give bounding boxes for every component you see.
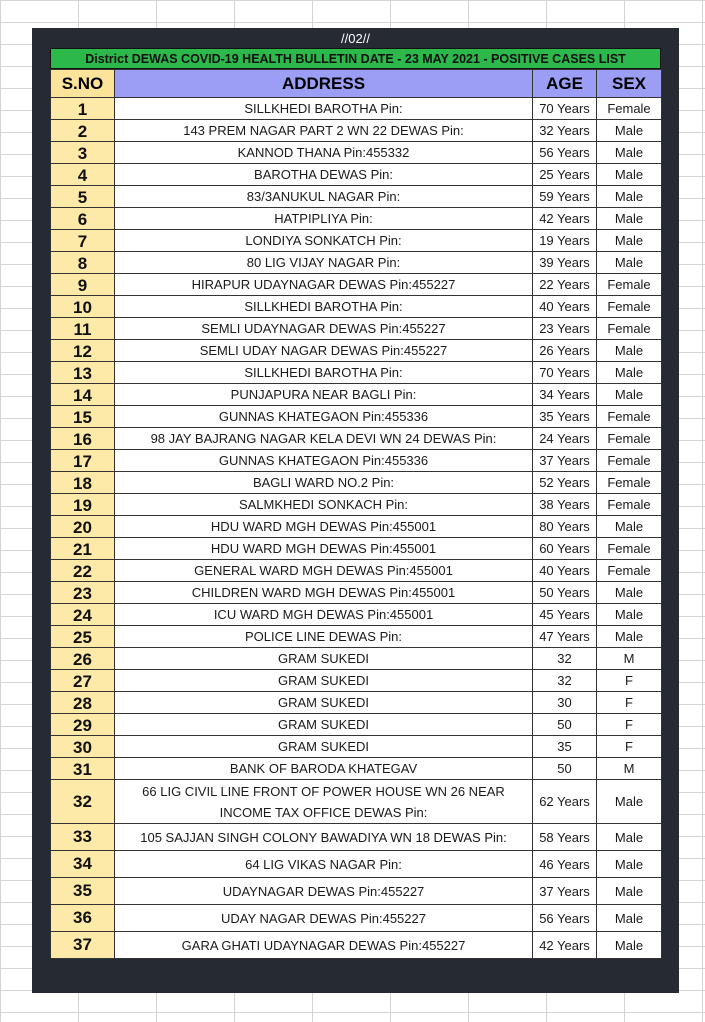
cell-sno: 24: [51, 604, 115, 626]
cell-age: 70 Years: [533, 362, 597, 384]
cell-sex: Male: [597, 604, 662, 626]
cell-sex: M: [597, 648, 662, 670]
table-row: [51, 120, 662, 142]
cell-sno: 20: [51, 516, 115, 538]
cell-address: GRAM SUKEDI: [115, 670, 533, 692]
cell-address: GUNNAS KHATEGAON Pin:455336: [115, 406, 533, 428]
cell-address: UDAYNAGAR DEWAS Pin:455227: [115, 878, 533, 905]
cell-address: CHILDREN WARD MGH DEWAS Pin:455001: [115, 582, 533, 604]
cell-age: 39 Years: [533, 252, 597, 274]
cell-address: HIRAPUR UDAYNAGAR DEWAS Pin:455227: [115, 274, 533, 296]
cell-sno: 3: [51, 142, 115, 164]
cell-address: SEMLI UDAY NAGAR DEWAS Pin:455227: [115, 340, 533, 362]
cell-sex: Male: [597, 186, 662, 208]
cell-address: SILLKHEDI BAROTHA Pin:: [115, 98, 533, 120]
cell-address: GUNNAS KHATEGAON Pin:455336: [115, 450, 533, 472]
cell-sno: 30: [51, 736, 115, 758]
cell-age: 42 Years: [533, 932, 597, 959]
cell-address: GRAM SUKEDI: [115, 648, 533, 670]
cell-sex: Female: [597, 494, 662, 516]
cell-sno: 28: [51, 692, 115, 714]
table-row: [51, 824, 662, 851]
cell-sno: 33: [51, 824, 115, 851]
cell-address: SEMLI UDAYNAGAR DEWAS Pin:455227: [115, 318, 533, 340]
table-row: [51, 252, 662, 274]
cell-sex: Male: [597, 252, 662, 274]
table-row: [51, 472, 662, 494]
cell-sno: 6: [51, 208, 115, 230]
cell-age: 37 Years: [533, 450, 597, 472]
cell-address: 80 LIG VIJAY NAGAR Pin:: [115, 252, 533, 274]
cell-age: 35: [533, 736, 597, 758]
cell-sex: Male: [597, 120, 662, 142]
cell-address: BANK OF BARODA KHATEGAV: [115, 758, 533, 780]
cell-sex: Male: [597, 516, 662, 538]
column-header-address: ADDRESS: [115, 70, 533, 98]
cell-age: 45 Years: [533, 604, 597, 626]
cell-age: 52 Years: [533, 472, 597, 494]
cell-age: 56 Years: [533, 142, 597, 164]
cell-sno: 22: [51, 560, 115, 582]
cell-address: 98 JAY BAJRANG NAGAR KELA DEVI WN 24 DEWAS Pin:: [115, 428, 533, 450]
table-row: [51, 406, 662, 428]
cell-address: BAROTHA DEWAS Pin:: [115, 164, 533, 186]
cell-sno: 32: [51, 780, 115, 824]
table-row: [51, 648, 662, 670]
table-row: [51, 362, 662, 384]
cell-age: 32: [533, 648, 597, 670]
cell-sno: 18: [51, 472, 115, 494]
cell-sex: Male: [597, 780, 662, 824]
cell-age: 80 Years: [533, 516, 597, 538]
cell-age: 25 Years: [533, 164, 597, 186]
cell-sex: Female: [597, 274, 662, 296]
table-row: [51, 384, 662, 406]
table-row: [51, 538, 662, 560]
cell-sex: Male: [597, 905, 662, 932]
cell-age: 46 Years: [533, 851, 597, 878]
table-row: [51, 851, 662, 878]
cell-sex: Male: [597, 384, 662, 406]
bulletin-sheet: [32, 28, 679, 993]
cell-address: 143 PREM NAGAR PART 2 WN 22 DEWAS Pin:: [115, 120, 533, 142]
positive-cases-table: [50, 69, 662, 959]
table-row: [51, 230, 662, 252]
cell-sno: 10: [51, 296, 115, 318]
cell-sno: 27: [51, 670, 115, 692]
table-row: [51, 604, 662, 626]
cell-sno: 25: [51, 626, 115, 648]
cell-sex: Female: [597, 450, 662, 472]
cell-age: 62 Years: [533, 780, 597, 824]
table-row: [51, 736, 662, 758]
cell-sno: 35: [51, 878, 115, 905]
cell-sno: 11: [51, 318, 115, 340]
cell-age: 50: [533, 714, 597, 736]
cell-sno: 1: [51, 98, 115, 120]
table-row: [51, 98, 662, 120]
cell-address: BAGLI WARD NO.2 Pin:: [115, 472, 533, 494]
cell-sno: 2: [51, 120, 115, 142]
cell-address: POLICE LINE DEWAS Pin:: [115, 626, 533, 648]
cell-sex: Male: [597, 851, 662, 878]
cell-sex: Female: [597, 472, 662, 494]
cell-address: SILLKHEDI BAROTHA Pin:: [115, 296, 533, 318]
cell-age: 40 Years: [533, 296, 597, 318]
cell-sno: 12: [51, 340, 115, 362]
cell-sex: Female: [597, 538, 662, 560]
cell-address: GARA GHATI UDAYNAGAR DEWAS Pin:455227: [115, 932, 533, 959]
table-row: [51, 274, 662, 296]
cell-address: ICU WARD MGH DEWAS Pin:455001: [115, 604, 533, 626]
cell-age: 47 Years: [533, 626, 597, 648]
cell-sex: Male: [597, 340, 662, 362]
table-row: [51, 626, 662, 648]
cell-sex: Male: [597, 230, 662, 252]
cell-age: 30: [533, 692, 597, 714]
table-row: [51, 932, 662, 959]
cell-age: 37 Years: [533, 878, 597, 905]
cell-sex: Male: [597, 362, 662, 384]
cell-age: 56 Years: [533, 905, 597, 932]
table-row: [51, 450, 662, 472]
cell-sex: Male: [597, 626, 662, 648]
cell-sno: 7: [51, 230, 115, 252]
cell-age: 50: [533, 758, 597, 780]
cell-sex: Male: [597, 164, 662, 186]
cell-sex: Male: [597, 142, 662, 164]
table-row: [51, 340, 662, 362]
table-row: [51, 692, 662, 714]
cell-address: 83/3ANUKUL NAGAR Pin:: [115, 186, 533, 208]
column-header-sex: SEX: [597, 70, 662, 98]
cell-sno: 21: [51, 538, 115, 560]
cell-sex: Male: [597, 208, 662, 230]
table-row: [51, 494, 662, 516]
cell-address: GENERAL WARD MGH DEWAS Pin:455001: [115, 560, 533, 582]
cell-sno: 13: [51, 362, 115, 384]
cell-sno: 5: [51, 186, 115, 208]
cell-address: LONDIYA SONKATCH Pin:: [115, 230, 533, 252]
cell-sno: 31: [51, 758, 115, 780]
cell-age: 40 Years: [533, 560, 597, 582]
cell-age: 32 Years: [533, 120, 597, 142]
cell-age: 23 Years: [533, 318, 597, 340]
cell-sex: F: [597, 692, 662, 714]
cell-sex: F: [597, 670, 662, 692]
cell-age: 60 Years: [533, 538, 597, 560]
table-row: [51, 758, 662, 780]
cell-sno: 29: [51, 714, 115, 736]
table-row: [51, 296, 662, 318]
table-row: [51, 142, 662, 164]
cell-age: 35 Years: [533, 406, 597, 428]
cell-age: 22 Years: [533, 274, 597, 296]
table-row: [51, 186, 662, 208]
cell-address: 105 SAJJAN SINGH COLONY BAWADIYA WN 18 DEWAS Pin:: [115, 824, 533, 851]
cell-address: SALMKHEDI SONKACH Pin:: [115, 494, 533, 516]
table-row: [51, 164, 662, 186]
cell-age: 58 Years: [533, 824, 597, 851]
cell-sex: Female: [597, 428, 662, 450]
table-row: [51, 905, 662, 932]
cell-address: GRAM SUKEDI: [115, 714, 533, 736]
table-row: [51, 516, 662, 538]
cell-sno: 4: [51, 164, 115, 186]
cell-address: GRAM SUKEDI: [115, 736, 533, 758]
cell-age: 59 Years: [533, 186, 597, 208]
cell-age: 19 Years: [533, 230, 597, 252]
cell-sex: Female: [597, 560, 662, 582]
cell-address: HATPIPLIYA Pin:: [115, 208, 533, 230]
page-label: //02//: [341, 31, 370, 46]
cell-sno: 37: [51, 932, 115, 959]
cell-sno: 34: [51, 851, 115, 878]
cell-sex: F: [597, 736, 662, 758]
bulletin-title: District DEWAS COVID-19 HEALTH BULLETIN DATE - 23 MAY 2021 - POSITIVE CASES LIST: [50, 48, 661, 69]
table-row: [51, 670, 662, 692]
cell-address: PUNJAPURA NEAR BAGLI Pin:: [115, 384, 533, 406]
cell-sex: Male: [597, 878, 662, 905]
cell-sno: 8: [51, 252, 115, 274]
cell-sno: 23: [51, 582, 115, 604]
cell-sno: 19: [51, 494, 115, 516]
cell-sex: F: [597, 714, 662, 736]
cell-sex: Female: [597, 98, 662, 120]
table-row: [51, 560, 662, 582]
table-row: [51, 582, 662, 604]
cell-age: 50 Years: [533, 582, 597, 604]
cell-sex: Male: [597, 824, 662, 851]
cell-sno: 17: [51, 450, 115, 472]
cell-sno: 16: [51, 428, 115, 450]
cell-address: GRAM SUKEDI: [115, 692, 533, 714]
table-row: [51, 878, 662, 905]
cell-age: 26 Years: [533, 340, 597, 362]
table-row: [51, 208, 662, 230]
cell-address: HDU WARD MGH DEWAS Pin:455001: [115, 538, 533, 560]
cell-age: 42 Years: [533, 208, 597, 230]
cell-sno: 26: [51, 648, 115, 670]
table-row: [51, 318, 662, 340]
cell-sex: M: [597, 758, 662, 780]
cell-address: HDU WARD MGH DEWAS Pin:455001: [115, 516, 533, 538]
cell-address: UDAY NAGAR DEWAS Pin:455227: [115, 905, 533, 932]
cell-address: SILLKHEDI BAROTHA Pin:: [115, 362, 533, 384]
cell-sno: 15: [51, 406, 115, 428]
cell-age: 32: [533, 670, 597, 692]
cell-address: 64 LIG VIKAS NAGAR Pin:: [115, 851, 533, 878]
cell-age: 34 Years: [533, 384, 597, 406]
cell-sno: 14: [51, 384, 115, 406]
cell-age: 38 Years: [533, 494, 597, 516]
column-header-age: AGE: [533, 70, 597, 98]
cell-age: 24 Years: [533, 428, 597, 450]
cell-sex: Male: [597, 932, 662, 959]
cell-sex: Male: [597, 582, 662, 604]
cell-age: 70 Years: [533, 98, 597, 120]
table-row: [51, 428, 662, 450]
cell-address: KANNOD THANA Pin:455332: [115, 142, 533, 164]
table-row: [51, 714, 662, 736]
table-row: [51, 780, 662, 824]
cell-sno: 9: [51, 274, 115, 296]
cell-sex: Female: [597, 406, 662, 428]
column-header-sno: S.NO: [51, 70, 115, 98]
cell-address: 66 LIG CIVIL LINE FRONT OF POWER HOUSE WN 26 NEAR INCOME TAX OFFICE DEWAS Pin:: [115, 780, 533, 824]
cell-sno: 36: [51, 905, 115, 932]
header-row: [51, 70, 662, 98]
cell-sex: Female: [597, 296, 662, 318]
cell-sex: Female: [597, 318, 662, 340]
